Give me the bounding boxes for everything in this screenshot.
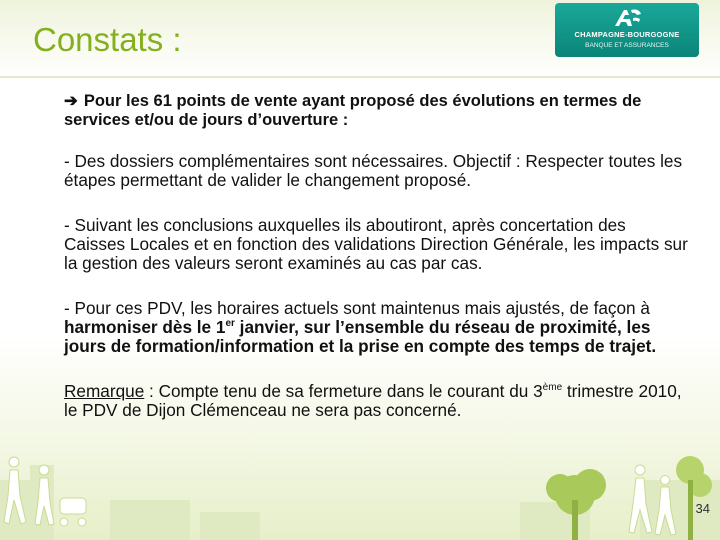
remark-paragraph: [64, 382, 688, 420]
slide-title: Constats :: [33, 21, 182, 58]
item-conclusions: - Suivant les conclusions auxquelles ils aboutiront, après concertation des Caisses Locales et en fonction des validations Direction Générale, les impacts sur la gestion des valeurs seront examinés au cas par cas.: [64, 215, 688, 273]
remark-text-a: : Compte tenu de sa fermeture dans le courant du 3: [144, 381, 543, 401]
bank-logo: [555, 3, 699, 57]
item-dossiers: - Des dossiers complémentaires sont nécessaires. Objectif : Respecter toutes les étapes permettant de valider le changement proposé.: [64, 151, 683, 190]
intro-paragraph: [64, 92, 688, 130]
ca-emblem-icon: [611, 6, 643, 28]
remark-text-b: trimestre 2010, le PDV de Dijon Clémenceau ne sera pas concerné.: [64, 381, 682, 420]
remark-sup: ème: [542, 382, 563, 393]
page-number: 34: [695, 501, 710, 516]
item-horaires-bold-b: janvier, sur l’ensemble du réseau de proximité, les jours de formation/information et la prise en compte des temps de trajet.: [64, 317, 657, 356]
item-horaires-sup: er: [225, 318, 235, 329]
right-arrow-icon: ➔: [64, 92, 78, 110]
intro-text: Pour les 61 points de vente ayant proposé des évolutions en termes de services et/ou de jours d’ouverture :: [64, 92, 642, 129]
item-horaires: [64, 299, 688, 356]
item-horaires-lead: - Pour ces PDV, les horaires actuels sont maintenus mais ajustés, de façon à: [64, 298, 650, 318]
header-divider: [0, 76, 720, 78]
footer-buildings: [0, 465, 720, 540]
footer-illustration: [0, 440, 720, 540]
slide-body: [64, 92, 688, 420]
logo-text-tagline: BANQUE ET ASSURANCES: [585, 42, 669, 49]
logo-text-region: CHAMPAGNE-BOURGOGNE: [574, 30, 680, 39]
remark-label: Remarque: [64, 381, 145, 401]
slide-header: [0, 0, 720, 78]
item-horaires-bold-a: harmoniser dès le 1: [64, 317, 226, 337]
